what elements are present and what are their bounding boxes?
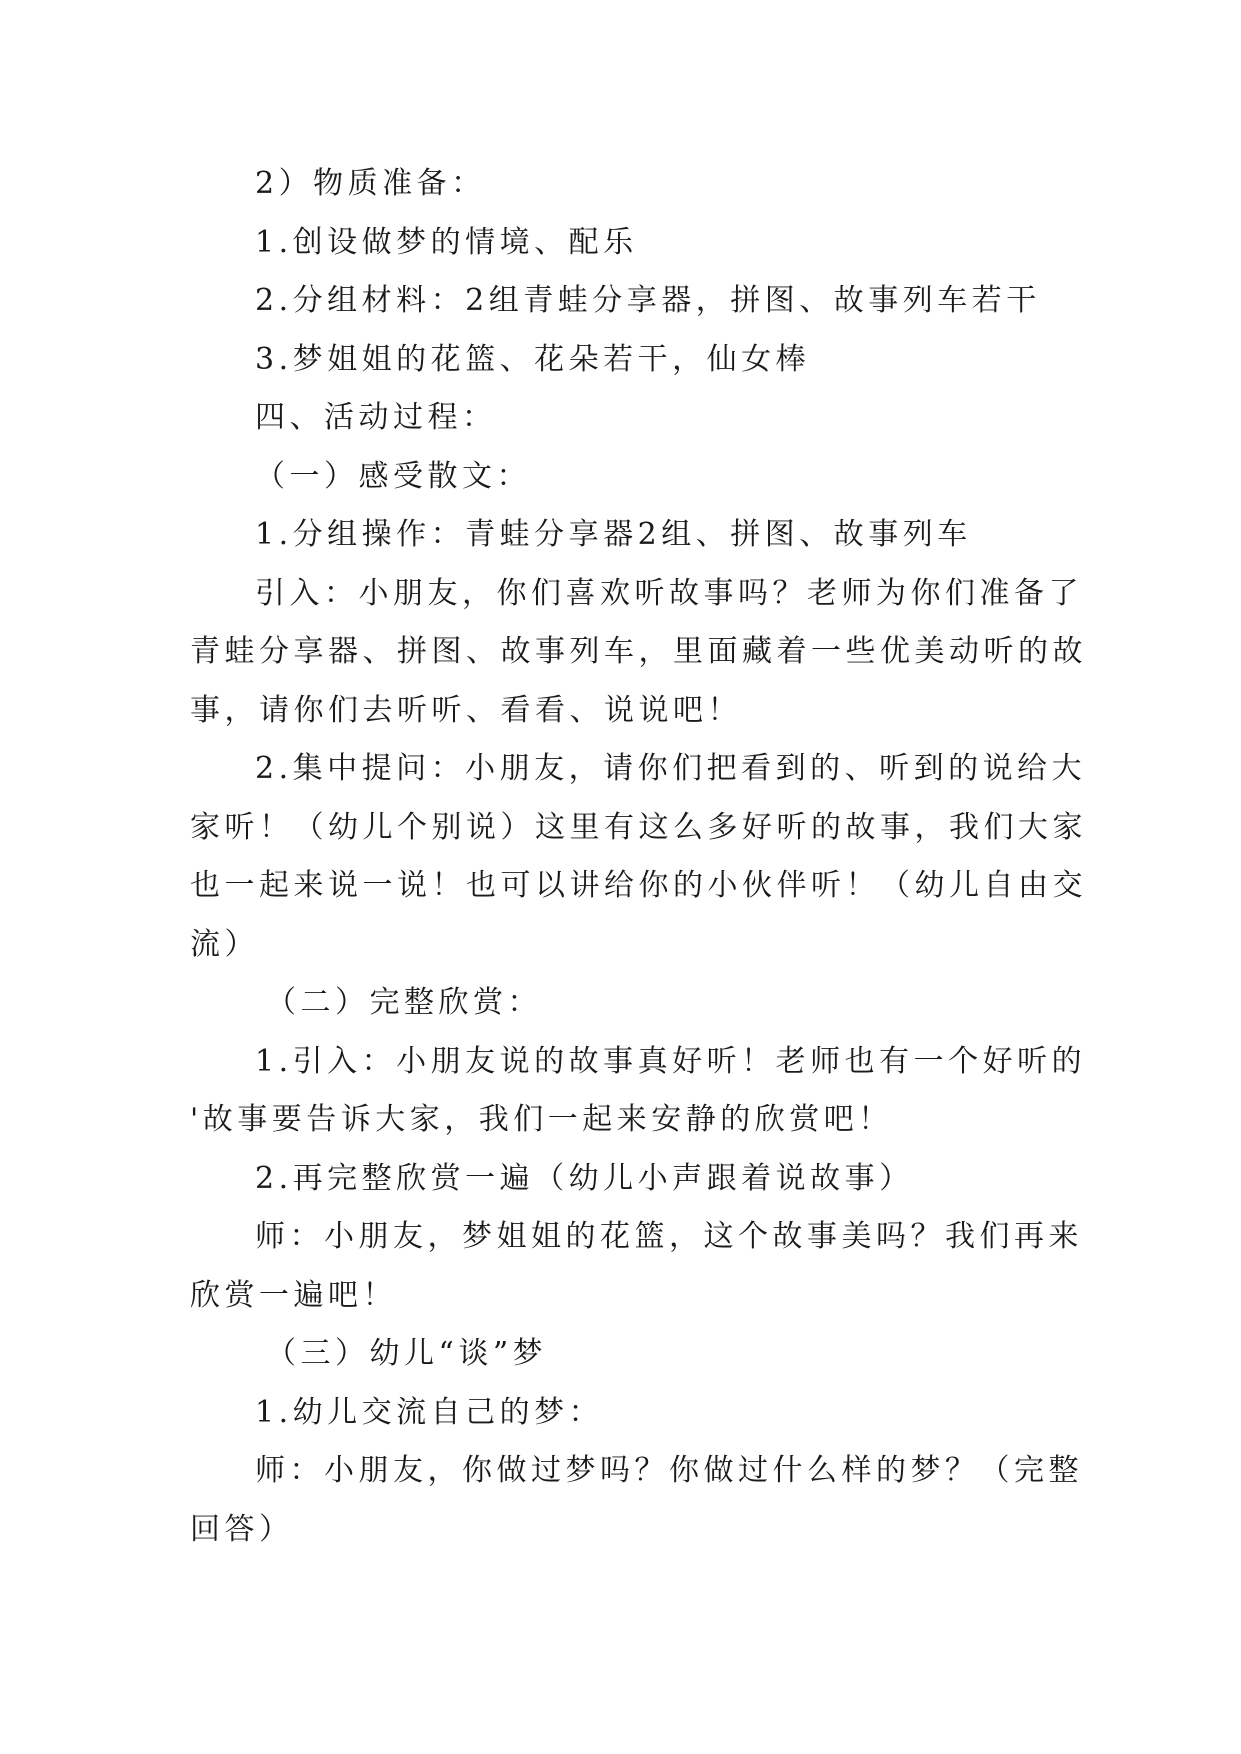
text-line: 青蛙分享器、拼图、故事列车，里面藏着一些优美动听的故 [190,634,1087,669]
text-line: 引入：小朋友，你们喜欢听故事吗？老师为你们准备了 [255,575,1083,611]
subsection-heading: （一）感受散文： [255,458,531,494]
text-line: 流） [190,926,259,962]
text-line: 2）物质准备： [255,166,486,201]
text-line: 也一起来说一说！也可以讲给你的小伙伴听！（幼儿自由交 [190,868,1087,903]
text-line: 1.创设做梦的情境、配乐 [255,224,638,260]
text-line: 3.梦姐姐的花篮、花朵若干，仙女棒 [255,341,811,377]
text-line: 2.集中提问：小朋友，请你们把看到的、听到的说给大 [255,751,1087,786]
text-line: 1.幼儿交流自己的梦： [255,1394,604,1430]
text-line: 1.分组操作：青蛙分享器2组、拼图、故事列车 [255,517,972,552]
text-line: '故事要告诉大家，我们一起来安静的欣赏吧！ [190,1102,893,1137]
text-line: 师：小朋友，梦姐姐的花篮，这个故事美吗？我们再来 [255,1219,1083,1254]
text-line: 欣赏一遍吧！ [190,1277,397,1313]
document-body [190,155,1087,1559]
text-line: 2.再完整欣赏一遍（幼儿小声跟着说故事） [255,1160,914,1196]
text-line: 1.引入：小朋友说的故事真好听！老师也有一个好听的 [255,1043,1087,1079]
text-line: 事，请你们去听听、看看、说说吧！ [190,692,742,728]
section-heading: 四、活动过程： [255,400,497,435]
text-line: 回答） [190,1511,294,1547]
text-line: 家听！（幼儿个别说）这里有这么多好听的故事，我们大家 [190,809,1087,845]
text-line: 师：小朋友，你做过梦吗？你做过什么样的梦？（完整 [255,1453,1083,1488]
subsection-heading: （二）完整欣赏： [266,985,542,1020]
text-line: 2.分组材料：2组青蛙分享器，拼图、故事列车若干 [255,283,1041,318]
subsection-heading: （三）幼儿“谈”梦 [266,1336,548,1371]
